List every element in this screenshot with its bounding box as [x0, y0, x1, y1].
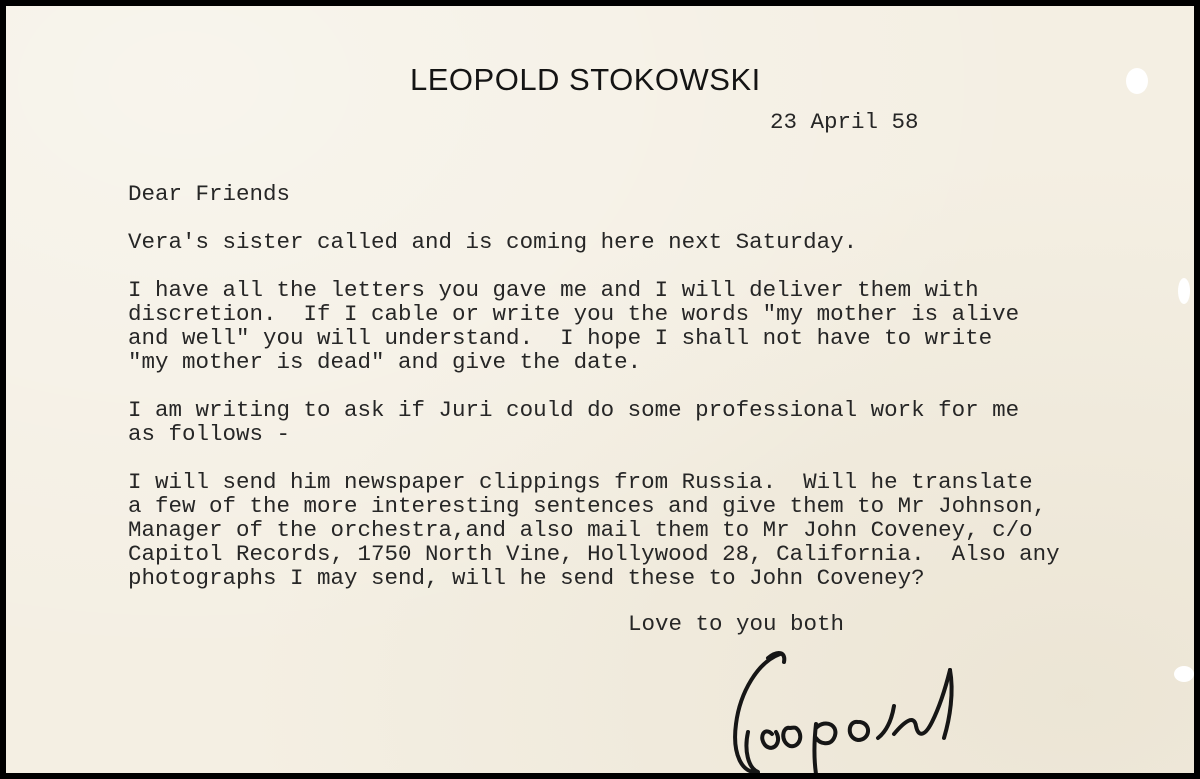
paper-tear-spot: [1178, 278, 1190, 304]
letter-paragraph: I have all the letters you gave me and I will deliver them with discretion. If I cable or write you the words "my mother is alive and well" you will understand. I hope I shall not have to write "my mother is dead" and give the date.: [128, 277, 1020, 375]
letter-paragraph: I will send him newspaper clippings from Russia. Will he translate a few of the more interesting sentences and give them to Mr Johnson, Manager of the orchestra,and also mail them to Mr John Coveney, c/o Capitol Records, 1750 North Vine, Hollywood 28, California. Also any photographs I may send, will he send these to John Coveney?: [128, 469, 1060, 591]
letter-date: 23 April 58: [770, 109, 919, 135]
letter-paragraph: I am writing to ask if Juri could do some professional work for me as follows -: [128, 397, 1020, 447]
letter-greeting: Dear Friends: [128, 181, 291, 207]
paper-tear-spot: [1126, 68, 1148, 94]
letter-paragraph: Vera's sister called and is coming here next Saturday.: [128, 229, 858, 255]
letter-paper: [6, 6, 1194, 773]
paper-tear-spot: [1174, 666, 1194, 682]
letterhead: LEOPOLD STOKOWSKI: [410, 62, 761, 97]
letter-closing: Love to you both: [628, 611, 845, 637]
handwritten-signature: [718, 642, 978, 773]
